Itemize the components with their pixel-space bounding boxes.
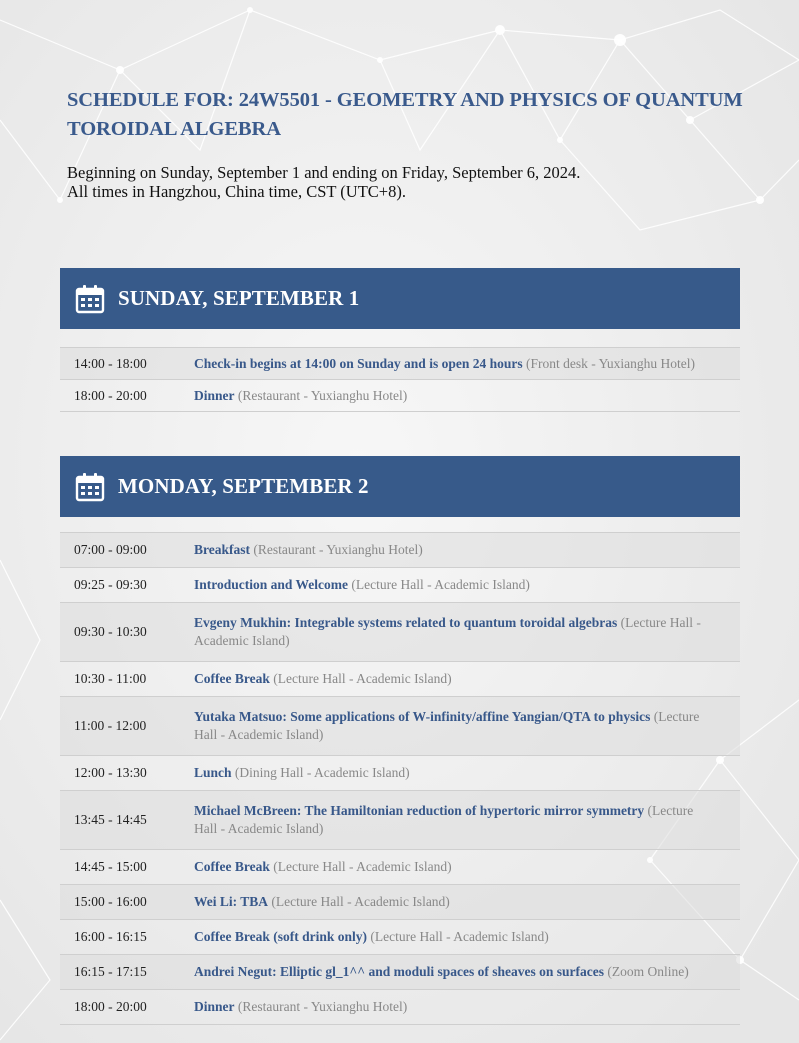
event-time: 18:00 - 20:00 [74, 999, 147, 1014]
event-description [194, 670, 740, 688]
event-location: (Zoom Online) [607, 964, 689, 979]
event-description [194, 355, 740, 373]
table-row [60, 850, 740, 885]
event-location: (Front desk - Yuxianghu Hotel) [525, 355, 695, 371]
event-location: (Restaurant - Yuxianghu Hotel) [237, 999, 408, 1014]
page-title: SCHEDULE FOR: 24W5501 - GEOMETRY AND PHYSICS OF QUANTUM TOROIDAL ALGEBRA [67, 89, 743, 140]
event-location: (Lecture Hall - Academic Island) [271, 894, 450, 909]
day-header-monday [60, 456, 740, 517]
event-time: 16:00 - 16:15 [74, 929, 147, 944]
event-title: Check-in begins at 14:00 on Sunday and is open 24 hours [194, 355, 523, 371]
event-title: Lunch [194, 765, 232, 780]
event-description [194, 963, 740, 981]
day-title: SUNDAY, SEPTEMBER 1 [118, 286, 360, 310]
schedule-table-monday [60, 532, 740, 1025]
event-title: Wei Li: TBA [194, 894, 269, 909]
event-title: Breakfast [194, 542, 250, 557]
event-title: Dinner [194, 999, 235, 1014]
schedule-intro [67, 163, 767, 201]
event-time: 14:00 - 18:00 [74, 355, 147, 371]
calendar-icon [75, 472, 105, 502]
event-time: 07:00 - 09:00 [74, 542, 147, 557]
event-title: Coffee Break (soft drink only) [194, 929, 367, 944]
intro-dates: Beginning on Sunday, September 1 and ending on Friday, September 6, 2024. [67, 163, 581, 182]
event-description [194, 928, 740, 946]
table-row [60, 920, 740, 955]
table-row [60, 347, 740, 380]
table-row [60, 885, 740, 920]
table-row [60, 568, 740, 603]
event-title: Andrei Negut: Elliptic gl_1^^ and moduli spaces of sheaves on surfaces [194, 964, 604, 979]
table-row [60, 697, 740, 756]
event-time: 11:00 - 12:00 [74, 718, 147, 733]
table-row [60, 532, 740, 568]
table-row [60, 603, 740, 662]
event-title: Evgeny Mukhin: Integrable systems related to quantum toroidal algebras [194, 615, 618, 630]
event-title: Introduction and Welcome [194, 577, 349, 592]
event-location: (Dining Hall - Academic Island) [234, 765, 410, 780]
day-title: MONDAY, SEPTEMBER 2 [118, 474, 369, 498]
table-row [60, 791, 740, 850]
event-location: (Lecture Hall - Academic Island) [194, 615, 701, 648]
event-time: 15:00 - 16:00 [74, 894, 147, 909]
table-row [60, 990, 740, 1025]
event-location: (Lecture Hall - Academic Island) [351, 577, 530, 592]
table-row [60, 955, 740, 990]
event-title: Michael McBreen: The Hamiltonian reduction of hypertoric mirror symmetry [194, 803, 645, 818]
schedule-table-sunday [60, 347, 740, 412]
event-time: 09:30 - 10:30 [74, 624, 147, 639]
event-location: (Lecture Hall - Academic Island) [273, 671, 452, 686]
event-location: (Lecture Hall - Academic Island) [273, 859, 452, 874]
event-description [194, 387, 740, 405]
event-title: Coffee Break [194, 859, 270, 874]
event-location: (Lecture Hall - Academic Island) [370, 929, 549, 944]
event-time: 14:45 - 15:00 [74, 859, 147, 874]
event-description [194, 708, 740, 744]
intro-timezone: All times in Hangzhou, China time, CST (UTC+8). [67, 182, 406, 201]
event-time: 16:15 - 17:15 [74, 964, 147, 979]
event-title: Coffee Break [194, 671, 270, 686]
calendar-icon [75, 284, 105, 314]
event-description [194, 576, 740, 594]
table-row [60, 662, 740, 697]
day-header-sunday [60, 268, 740, 329]
event-time: 12:00 - 13:30 [74, 765, 147, 780]
table-row [60, 756, 740, 791]
event-location: (Restaurant - Yuxianghu Hotel) [237, 387, 408, 403]
event-description [194, 764, 740, 782]
event-description [194, 858, 740, 876]
event-time: 10:30 - 11:00 [74, 671, 147, 686]
event-time: 18:00 - 20:00 [74, 387, 147, 403]
event-description [194, 802, 740, 838]
event-time: 09:25 - 09:30 [74, 577, 147, 592]
event-title: Dinner [194, 387, 235, 403]
event-title: Yutaka Matsuo: Some applications of W-infinity/affine Yangian/QTA to physics [194, 709, 651, 724]
table-row [60, 380, 740, 412]
event-description [194, 893, 740, 911]
event-description [194, 614, 740, 650]
event-location: (Restaurant - Yuxianghu Hotel) [253, 542, 423, 557]
event-location: (Lecture Hall - Academic Island) [194, 803, 694, 836]
event-description [194, 998, 740, 1016]
event-description [194, 541, 740, 559]
event-location: (Lecture Hall - Academic Island) [194, 709, 700, 742]
event-time: 13:45 - 14:45 [74, 812, 147, 827]
